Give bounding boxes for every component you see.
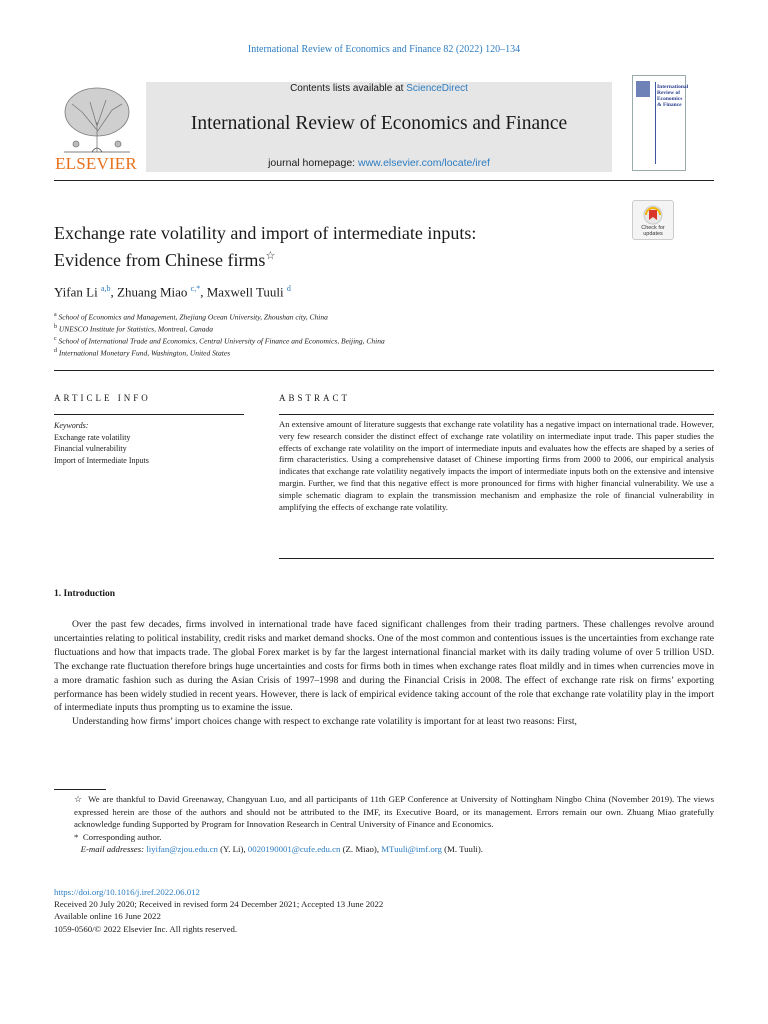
author-affil-mark[interactable]: a,b [100, 284, 111, 293]
header-rule [54, 180, 714, 181]
acknowledgement-footnote: ☆ We are thankful to David Greenaway, Changyuan Luo, and all participants of 11th GEP Conference at University of Nottingham Ningbo China (November 2019). The views expressed herein are those of the authors and should not be attributed to the IMF, its Executive Board, or its management. Errors remain our own. Zhuang Miao gratefully acknowledge funding Supported by Program for Innovation Research in Central University of Finance and Economics. [74, 794, 714, 829]
cover-badge [636, 81, 650, 97]
author-affil-mark[interactable]: c,* [190, 284, 201, 293]
article-info-heading: ARTICLE INFO [54, 393, 151, 403]
author-name[interactable]: Maxwell Tuuli [206, 284, 284, 300]
available-online: Available online 16 June 2022 [54, 911, 161, 922]
introduction-heading: 1. Introduction [54, 589, 116, 599]
cover-divider [655, 82, 656, 164]
corresponding-footnote: * Corresponding author. [74, 831, 162, 842]
affiliation: $^a$ School of Economics and Management, Zhejiang Ocean University, Zhoushan city, China [54, 312, 328, 322]
email-link[interactable]: MTuuli@imf.org [381, 844, 442, 854]
received-dates: Received 20 July 2020; Received in revised form 24 December 2021; Accepted 13 June 2022 [54, 899, 384, 910]
title-line-2: Evidence from Chinese firms☆ [54, 250, 276, 270]
check-updates-label: Check for updates [641, 225, 665, 237]
keyword: Financial vulnerability [54, 444, 127, 453]
contents-prefix: Contents lists available at [290, 83, 407, 94]
contents-line [146, 83, 612, 94]
title-line-1: Exchange rate volatility and import of intermediate inputs: [54, 223, 477, 243]
author-list: Yifan Li $^{a,b}$, Zhuang Miao $^{c,*}$, Maxwell Tuuli $^d$ [54, 284, 291, 300]
email-label: E-mail addresses: [80, 844, 145, 854]
footnote-rule [54, 789, 106, 790]
keyword: Exchange rate volatility [54, 432, 131, 442]
journal-name: International Review of Economics and Finance [190, 113, 568, 134]
article-info-rule [54, 414, 244, 415]
journal-cover-thumbnail[interactable] [632, 75, 689, 171]
homepage-link[interactable]: www.elsevier.com/locate/iref [358, 157, 490, 169]
abstract-heading: ABSTRACT [279, 393, 351, 403]
abstract-bottom-rule [279, 558, 714, 559]
author-affil-mark[interactable]: d [286, 284, 291, 293]
keywords-label: Keywords: [54, 421, 89, 430]
intro-paragraph: Understanding how firms’ import choices change with respect to exchange rate volatility is important for at least two reasons: First, [72, 716, 577, 728]
section-rule [54, 370, 714, 371]
keywords-block [54, 420, 244, 466]
footnote-star-mark: ☆ [74, 794, 83, 804]
author-name[interactable]: Yifan Li [54, 284, 98, 300]
publisher-name: ELSEVIER [55, 154, 137, 173]
homepage-line [146, 157, 612, 169]
copyright: 1059-0560/© 2022 Elsevier Inc. All rights reserved. [54, 923, 238, 934]
keyword: Import of Intermediate Inputs [54, 455, 149, 465]
introduction-body [54, 618, 714, 729]
affiliation: $^c$ School of International Trade and Economics, Central University of Finance and Economics, Beijing, China [54, 336, 385, 346]
abstract-rule [279, 414, 714, 415]
publication-info [54, 886, 714, 935]
cover-title: International Review of Economics & Finance [657, 84, 689, 108]
author-name[interactable]: Zhuang Miao [117, 284, 188, 300]
homepage-prefix: journal homepage: [268, 157, 358, 169]
title-footnote-mark[interactable]: ☆ [265, 250, 276, 262]
sciencedirect-link[interactable]: ScienceDirect [406, 83, 468, 94]
email-link[interactable]: liyifan@zjou.edu.cn [146, 844, 218, 854]
affiliation: $^b$ UNESCO Institute for Statistics, Montreal, Canada [54, 324, 213, 334]
intro-paragraph: Over the past few decades, firms involved in international trade have faced significant challenges from their trading partners. These challenges revolve around uncertainties relating to political instability, credit risks and market demand shocks. One of the most common and contentious issues is the uncertainties from exchange rate fluctuations and how that impacts trade. The global Forex market is by far the largest international financial market with its daily trading volume of over 5 trillion USD. The exchange rate fluctuation therefore brings huge uncertainties and costs for firms both in times when exchange rates float mildly and in times when currencies move in a more dramatic fashion such as during the Asian Crisis of 1997–1998 and during the Financial Crisis in 2008. The effect of exchange rate risk on firms’ exporting performance has been widely studied in recent years. However, there is lack of empirical evidence taking account of the role that exchange rate volatility play in the import of intermediate inputs thus prompting us to examine the issue. [54, 619, 714, 714]
paper-title [54, 222, 614, 272]
doi-link[interactable]: https://doi.org/10.1016/j.iref.2022.06.012 [54, 887, 200, 897]
affiliation: $^d$ International Monetary Fund, Washington, United States [54, 348, 231, 358]
abstract-text: An extensive amount of literature suggests that exchange rate volatility has a negative impact on international trade. However, very few research consider the distinct effect of exchange rate volatility on intermediate input trade. This paper studies the effects of exchange rate volatility on the import of intermediate inputs and evaluates how the effects are shaped by a series of firm characteristics. Using a comprehensive dataset of Chinese importing firms from 2000 to 2006, our empirical analysis indicates that exchange rate volatility negatively impacts the import of intermediate inputs both on the extensive and intensive margin. Further, we find that this negative effect is more pronounced for firms with higher financial vulnerability. We use a simple schematic diagram to explain the transmission mechanism and emphasize the role of financial vulnerability in amplifying the effects of exchange rate volatility. [279, 419, 714, 512]
journal-reference[interactable]: International Review of Economics and Finance 82 (2022) 120–134 [247, 44, 521, 55]
check-for-updates-button[interactable] [632, 200, 674, 240]
email-link[interactable]: 0020190001@cufe.edu.cn [247, 844, 341, 854]
email-footnote: E-mail addresses: liyifan@zjou.edu.cn (Y. Li), 0020190001@cufe.edu.cn (Z. Miao), MTuuli@imf.org (M. Tuuli). [80, 844, 483, 854]
footnotes [54, 793, 714, 856]
